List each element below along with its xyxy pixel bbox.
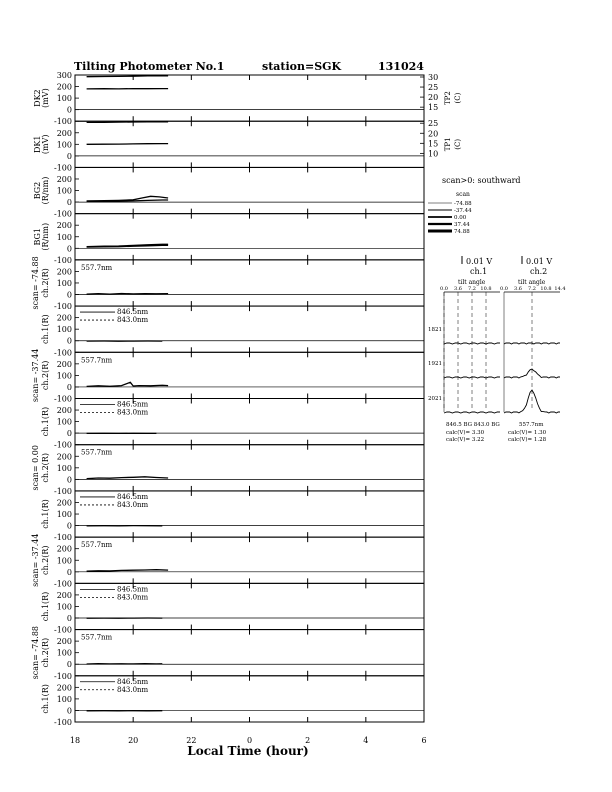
y-axis-unit: ch.2(R): [41, 360, 50, 391]
time-series-panels: [31, 71, 462, 727]
y-tick-label: 200: [56, 267, 72, 277]
y-axis-label: DK2: [33, 89, 42, 107]
y-axis-unit: ch.1(R): [41, 406, 50, 437]
y-axis-unit: (mV): [41, 88, 50, 108]
y-axis-unit: (R/nm): [41, 176, 50, 205]
y-tick-label: 100: [56, 463, 72, 473]
panel-s3c1: [41, 491, 424, 542]
x-tick-label: 18: [69, 736, 81, 745]
y-tick-label: 100: [56, 232, 72, 242]
panel-bg1: [33, 214, 424, 265]
scan-legend-value: 0.00: [454, 215, 467, 221]
right-tick-label: 20: [428, 93, 439, 103]
y-tick-label: 0: [66, 521, 72, 531]
right-tick-label: 20: [428, 129, 439, 139]
y-axis-label: scan= 0.00: [31, 445, 40, 491]
y-axis-label: scan= -37.44: [31, 348, 40, 403]
time-row-label: 1921: [428, 361, 442, 367]
y-tick-label: -100: [54, 486, 72, 496]
right-axis-unit: (C): [454, 92, 462, 104]
ch2-tilt-tick-label: 7.2: [528, 286, 536, 292]
panel-frame: [75, 75, 424, 121]
y-tick-label: 0: [66, 475, 72, 485]
panel-frame: [75, 167, 424, 213]
y-axis-label: scan= -74.88: [31, 625, 40, 680]
ch1-tilt-tick-label: 10.8: [480, 286, 492, 292]
right-axis-label: TP2: [444, 91, 452, 106]
data-series-line: [87, 76, 169, 77]
y-axis-unit: ch.1(R): [41, 499, 50, 529]
y-axis-label: scan= -37.44: [31, 533, 40, 587]
right-tick-label: 10: [428, 149, 439, 159]
y-tick-label: 0: [66, 382, 72, 392]
y-tick-label: -100: [54, 209, 72, 219]
y-tick-label: 200: [56, 174, 72, 184]
legend-label: 843.0nm: [117, 593, 149, 602]
y-tick-label: 0: [66, 567, 72, 577]
panel-frame: [75, 537, 424, 583]
figure-title: Tilting Photometer No.1: [74, 60, 225, 73]
ch2-tilt-label: tilt angle: [518, 279, 546, 286]
legend-label: 846.5nm: [117, 585, 149, 594]
y-axis-label: BG2: [33, 181, 42, 200]
legend-label: 846.5nm: [117, 308, 149, 317]
panel-bg2: [33, 167, 424, 218]
ch2-calc-2: calc(V)= 1.28: [508, 437, 547, 443]
ch2-bottom-label: 557.7nm: [519, 422, 544, 428]
ch2-scale-label: 0.01 V: [526, 257, 553, 266]
right-tick-label: 25: [428, 119, 439, 129]
scan-profiles: [428, 286, 566, 413]
y-tick-label: 200: [56, 128, 72, 138]
y-tick-label: 200: [56, 406, 72, 416]
time-row-label: 1821: [428, 327, 442, 333]
y-tick-label: -100: [54, 671, 72, 681]
panel-s3c2: [31, 445, 424, 496]
time-row-label: 2021: [428, 396, 442, 402]
wavelength-note: 557.7nm: [81, 356, 113, 365]
ch1-tilt-tick-label: 7.2: [468, 286, 476, 292]
y-tick-label: 100: [56, 278, 72, 288]
ch1-bottom-labels: 846.5 BG 843.0 BG: [446, 422, 500, 428]
y-tick-label: -100: [54, 163, 72, 173]
legend-label: 846.5nm: [117, 400, 149, 409]
y-tick-label: 0: [66, 151, 72, 161]
y-tick-label: 200: [56, 637, 72, 647]
y-axis-unit: ch.2(R): [41, 545, 50, 576]
x-axis-label: Local Time (hour): [187, 744, 309, 758]
right-tick-label: 15: [428, 139, 439, 149]
y-tick-label: -100: [54, 533, 72, 543]
y-tick-label: 200: [56, 544, 72, 554]
legend-label: 846.5nm: [117, 677, 149, 686]
y-tick-label: 200: [56, 82, 72, 92]
y-tick-label: 200: [56, 590, 72, 600]
panel-s4c2: [31, 534, 424, 589]
ch2-tilt-tick-label: 0.0: [500, 286, 508, 292]
ch1-scale-label: 0.01 V: [466, 257, 493, 266]
ch1-tilt-label: tilt angle: [458, 279, 486, 286]
y-tick-label: 100: [56, 140, 72, 150]
wavelength-note: 557.7nm: [81, 263, 113, 272]
ch1-tilt-tick-label: 0.0: [440, 286, 448, 292]
y-tick-label: -100: [54, 440, 72, 450]
panel-frame: [75, 214, 424, 260]
date-label: 131024: [378, 60, 424, 73]
ch2-label: ch.2: [530, 267, 548, 276]
panel-frame: [75, 260, 424, 306]
y-tick-label: 0: [66, 336, 72, 346]
scan-direction-note: scan>0: southward: [442, 176, 521, 185]
y-axis-unit: (mV): [41, 134, 50, 155]
right-panel: [428, 176, 566, 443]
y-tick-label: -100: [54, 302, 72, 312]
y-tick-label: 0: [66, 105, 72, 115]
x-tick-label: 2: [305, 736, 311, 745]
panel-s5c1: [41, 676, 424, 727]
y-tick-label: 200: [56, 359, 72, 369]
data-series-line: [87, 570, 169, 572]
x-tick-label: 6: [421, 736, 427, 745]
y-tick-label: -100: [54, 255, 72, 265]
y-axis-unit: ch.1(R): [41, 591, 50, 622]
panel-s2c1: [41, 399, 424, 450]
y-tick-label: 100: [56, 556, 72, 566]
x-tick-label: 4: [363, 736, 369, 745]
y-tick-label: 100: [56, 510, 72, 520]
y-tick-label: 100: [56, 648, 72, 658]
station-label: station=SGK: [262, 60, 342, 73]
y-tick-label: 200: [56, 683, 72, 693]
y-tick-label: 0: [66, 429, 72, 439]
ch1-label: ch.1: [470, 267, 488, 276]
panel-dk2: [33, 71, 462, 129]
right-axis-label: TP1: [444, 137, 452, 152]
ch1-tilt-tick-label: 3.6: [454, 286, 462, 292]
y-tick-label: -100: [54, 394, 72, 404]
y-axis-unit: ch.1(R): [41, 684, 50, 714]
y-tick-label: 0: [66, 290, 72, 300]
y-tick-label: 100: [56, 186, 72, 196]
panel-dk1: [33, 119, 462, 172]
y-tick-label: -100: [54, 348, 72, 358]
y-tick-label: -100: [54, 625, 72, 635]
y-tick-label: 200: [56, 313, 72, 323]
y-tick-label: 300: [56, 71, 72, 80]
y-tick-label: 200: [56, 221, 72, 231]
y-axis-unit: ch.2(R): [41, 453, 50, 483]
right-tick-label: 25: [428, 83, 439, 93]
y-tick-label: 0: [66, 706, 72, 716]
y-tick-label: 100: [56, 371, 72, 381]
y-tick-label: -100: [54, 117, 72, 127]
y-tick-label: 100: [56, 325, 72, 335]
wavelength-note: 557.7nm: [81, 541, 113, 550]
legend-label: 843.0nm: [117, 408, 149, 417]
data-series-line: [87, 294, 169, 295]
y-axis-label: BG1: [33, 227, 42, 246]
y-axis-label: DK1: [33, 135, 42, 154]
ch2-tilt-tick-label: 14.4: [554, 286, 566, 292]
wavelength-note: 557.7nm: [81, 448, 113, 457]
data-series-line: [87, 144, 169, 145]
legend-label: 846.5nm: [117, 492, 149, 501]
ch2-tilt-tick-label: 10.8: [540, 286, 552, 292]
panel-frame: [75, 352, 424, 398]
right-tick-label: 30: [428, 73, 439, 82]
y-axis-unit: (R/nm): [41, 222, 50, 251]
y-axis-label: scan= -74.88: [31, 256, 40, 310]
y-tick-label: 200: [56, 498, 72, 508]
y-axis-unit: ch.2(R): [41, 268, 50, 298]
panel-s4c1: [41, 583, 424, 634]
y-tick-label: 100: [56, 694, 72, 704]
ch1-calc-2: calc(V)= 3.22: [446, 437, 485, 443]
x-tick-label: 22: [186, 736, 197, 745]
panel-s1c2: [31, 256, 424, 311]
y-tick-label: 100: [56, 602, 72, 612]
panel-frame: [75, 445, 424, 491]
scan-legend-value: 37.44: [454, 222, 470, 228]
legend-label: 843.0nm: [117, 685, 149, 694]
panel-s1c1: [41, 306, 424, 357]
y-tick-label: 0: [66, 198, 72, 208]
legend-label: 843.0nm: [117, 316, 149, 325]
x-tick-label: 20: [128, 736, 139, 745]
y-tick-label: -100: [54, 718, 72, 727]
scan-legend-value: 74.88: [454, 229, 470, 235]
y-tick-label: 0: [66, 244, 72, 254]
x-tick-label: 0: [246, 736, 253, 745]
ch1-scan-trace: [444, 412, 500, 413]
data-series-line: [87, 122, 169, 123]
scan-legend-header: scan: [456, 191, 470, 198]
scan-legend: [428, 201, 472, 235]
y-tick-label: 0: [66, 660, 72, 670]
y-tick-label: -100: [54, 579, 72, 589]
y-axis-unit: ch.2(R): [41, 637, 50, 668]
data-series-line: [87, 477, 169, 479]
legend-label: 843.0nm: [117, 500, 149, 509]
y-tick-label: 100: [56, 94, 72, 104]
ch2-tilt-tick-label: 3.6: [514, 286, 522, 292]
right-tick-label: 15: [428, 103, 439, 113]
panel-frame: [75, 630, 424, 676]
right-axis-unit: (C): [454, 138, 462, 150]
data-series-line: [87, 382, 169, 386]
panel-s5c2: [31, 626, 424, 681]
scan-legend-value: -74.88: [454, 201, 472, 207]
y-axis-unit: ch.1(R): [41, 314, 50, 344]
ch1-calc-1: calc(V)= 3.30: [446, 430, 485, 436]
y-tick-label: 200: [56, 452, 72, 462]
ch2-calc-1: calc(V)= 1.30: [508, 430, 547, 436]
y-tick-label: 0: [66, 614, 72, 624]
wavelength-note: 557.7nm: [81, 633, 113, 642]
panel-s2c2: [31, 349, 424, 404]
scan-legend-value: -37.44: [454, 208, 472, 214]
y-tick-label: 100: [56, 417, 72, 427]
